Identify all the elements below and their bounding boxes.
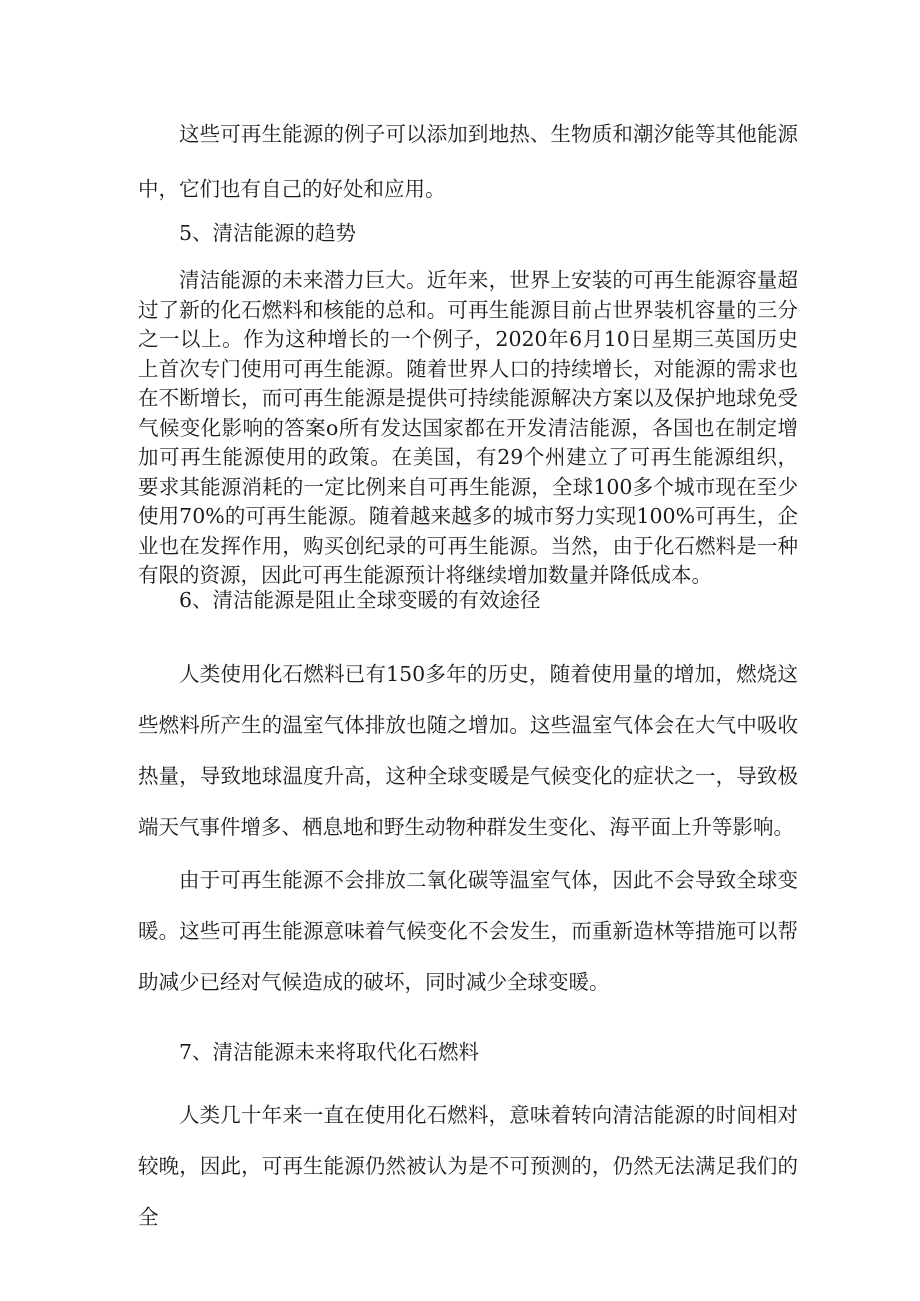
paragraph-no-greenhouse-emissions: 由于可再生能源不会排放二氧化碳等温室气体，因此不会导致全球变暖。这些可再生能源意味着气候变化不会发生，而重新造林等措施可以帮助减少已经对气候造成的破坏，同时减少全球变暖。 bbox=[138, 868, 798, 994]
paragraph-renewable-examples: 这些可再生能源的例子可以添加到地热、生物质和潮汐能等其他能源中，它们也有自己的好处和应用。 bbox=[138, 122, 798, 201]
heading-replace-fossil-fuels: 7、清洁能源未来将取代化石燃料 bbox=[179, 1040, 480, 1064]
heading-clean-energy-trends: 5、清洁能源的趋势 bbox=[179, 221, 357, 245]
heading-stop-global-warming: 6、清洁能源是阻止全球变暖的有效途径 bbox=[179, 588, 541, 612]
paragraph-fossil-fuel-history: 人类使用化石燃料已有150多年的历史，随着使用量的增加，燃烧这些燃料所产生的温室气体排放也随之增加。这些温室气体会在大气中吸收热量，导致地球温度升高，这种全球变暖是气候变化的症状之一，导致极端天气事件增多、栖息地和野生动物种群发生变化、海平面上升等影响。 bbox=[138, 662, 798, 839]
paragraph-transition-timing: 人类几十年来一直在使用化石燃料，意味着转向清洁能源的时间相对较晚，因此，可再生能源仍然被认为是不可预测的，仍然无法满足我们的全 bbox=[138, 1103, 798, 1229]
paragraph-clean-energy-trends: 清洁能源的未来潜力巨大。近年来，世界上安装的可再生能源容量超过了新的化石燃料和核能的总和。可再生能源目前占世界装机容量的三分之一以上。作为这种增长的一个例子，2020年6月10日星期三英国历史上首次专门使用可再生能源。随着世界人口的持续增长，对能源的需求也在不断增长，而可再生能源是提供可持续能源解决方案以及保护地球免受气候变化影响的答案o所有发达国家都在开发清洁能源，各国也在制定增加可再生能源使用的政策。在美国，有29个州建立了可再生能源组织，要求其能源消耗的一定比例来自可再生能源，全球100多个城市现在至少使用70%的可再生能源。随着越来越多的城市努力实现100%可再生，企业也在发挥作用，购买创纪录的可再生能源。当然，由于化石燃料是一种有限的资源，因此可再生能源预计将继续增加数量并降低成本。 bbox=[138, 268, 798, 587]
